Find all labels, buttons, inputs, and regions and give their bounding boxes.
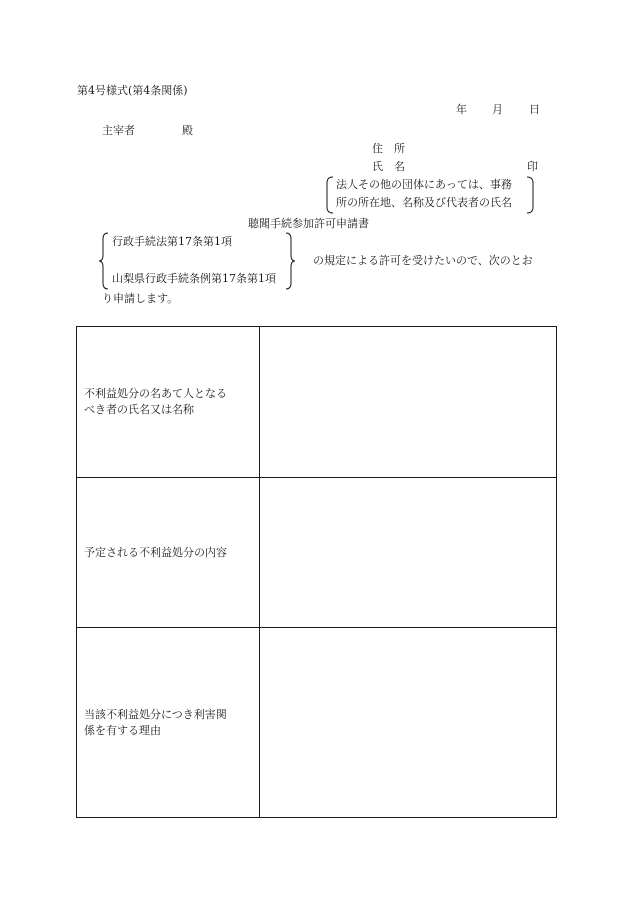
application-table xyxy=(76,326,557,818)
form-number: 第4号様式(第4条関係) xyxy=(77,84,188,97)
name-label: 氏 名 xyxy=(372,160,405,173)
seal-mark: 印 xyxy=(527,160,538,173)
row-label-line: 不利益処分の名あて人となる xyxy=(84,387,227,400)
addressee-title: 主宰者 xyxy=(102,124,135,137)
law-option-1: 行政手続法第17条第1項 xyxy=(112,235,232,248)
row-label-line: 係を有する理由 xyxy=(84,723,161,737)
row-label-line: 当該不利益処分につき利害関 xyxy=(84,707,227,721)
row-label xyxy=(77,478,260,628)
addressee-honorific: 殿 xyxy=(182,124,193,137)
row-value-field[interactable] xyxy=(260,628,557,818)
row-label-line: べき者の氏名又は名称 xyxy=(84,403,194,416)
date-day-label: 日 xyxy=(529,103,540,116)
corp-note-right-bracket xyxy=(526,176,534,214)
row-label xyxy=(77,628,260,818)
request-text-line2: り申請します。 xyxy=(102,292,179,305)
row-label xyxy=(77,327,260,478)
row-label-line: 予定される不利益処分の内容 xyxy=(84,545,227,559)
law-right-brace xyxy=(285,232,297,290)
row-value-field[interactable] xyxy=(260,327,557,478)
law-left-brace xyxy=(98,232,110,290)
table-row xyxy=(77,478,557,628)
address-label: 住 所 xyxy=(372,142,405,155)
request-text-line1: の規定による許可を受けたいので、次のとお xyxy=(313,254,533,267)
law-option-2: 山梨県行政手続条例第17条第1項 xyxy=(112,272,276,285)
corp-note-line1: 法人その他の団体にあっては、事務 xyxy=(336,178,512,191)
document-title: 聴聞手続参加許可申請書 xyxy=(248,217,369,230)
table-row xyxy=(77,628,557,818)
date-year-label: 年 xyxy=(456,103,467,116)
date-month-label: 月 xyxy=(492,103,503,116)
table-row xyxy=(77,327,557,478)
corp-note-line2: 所の所在地、名称及び代表者の氏名 xyxy=(336,196,512,209)
corp-note-left-bracket xyxy=(326,176,334,214)
row-value-field[interactable] xyxy=(260,478,557,628)
